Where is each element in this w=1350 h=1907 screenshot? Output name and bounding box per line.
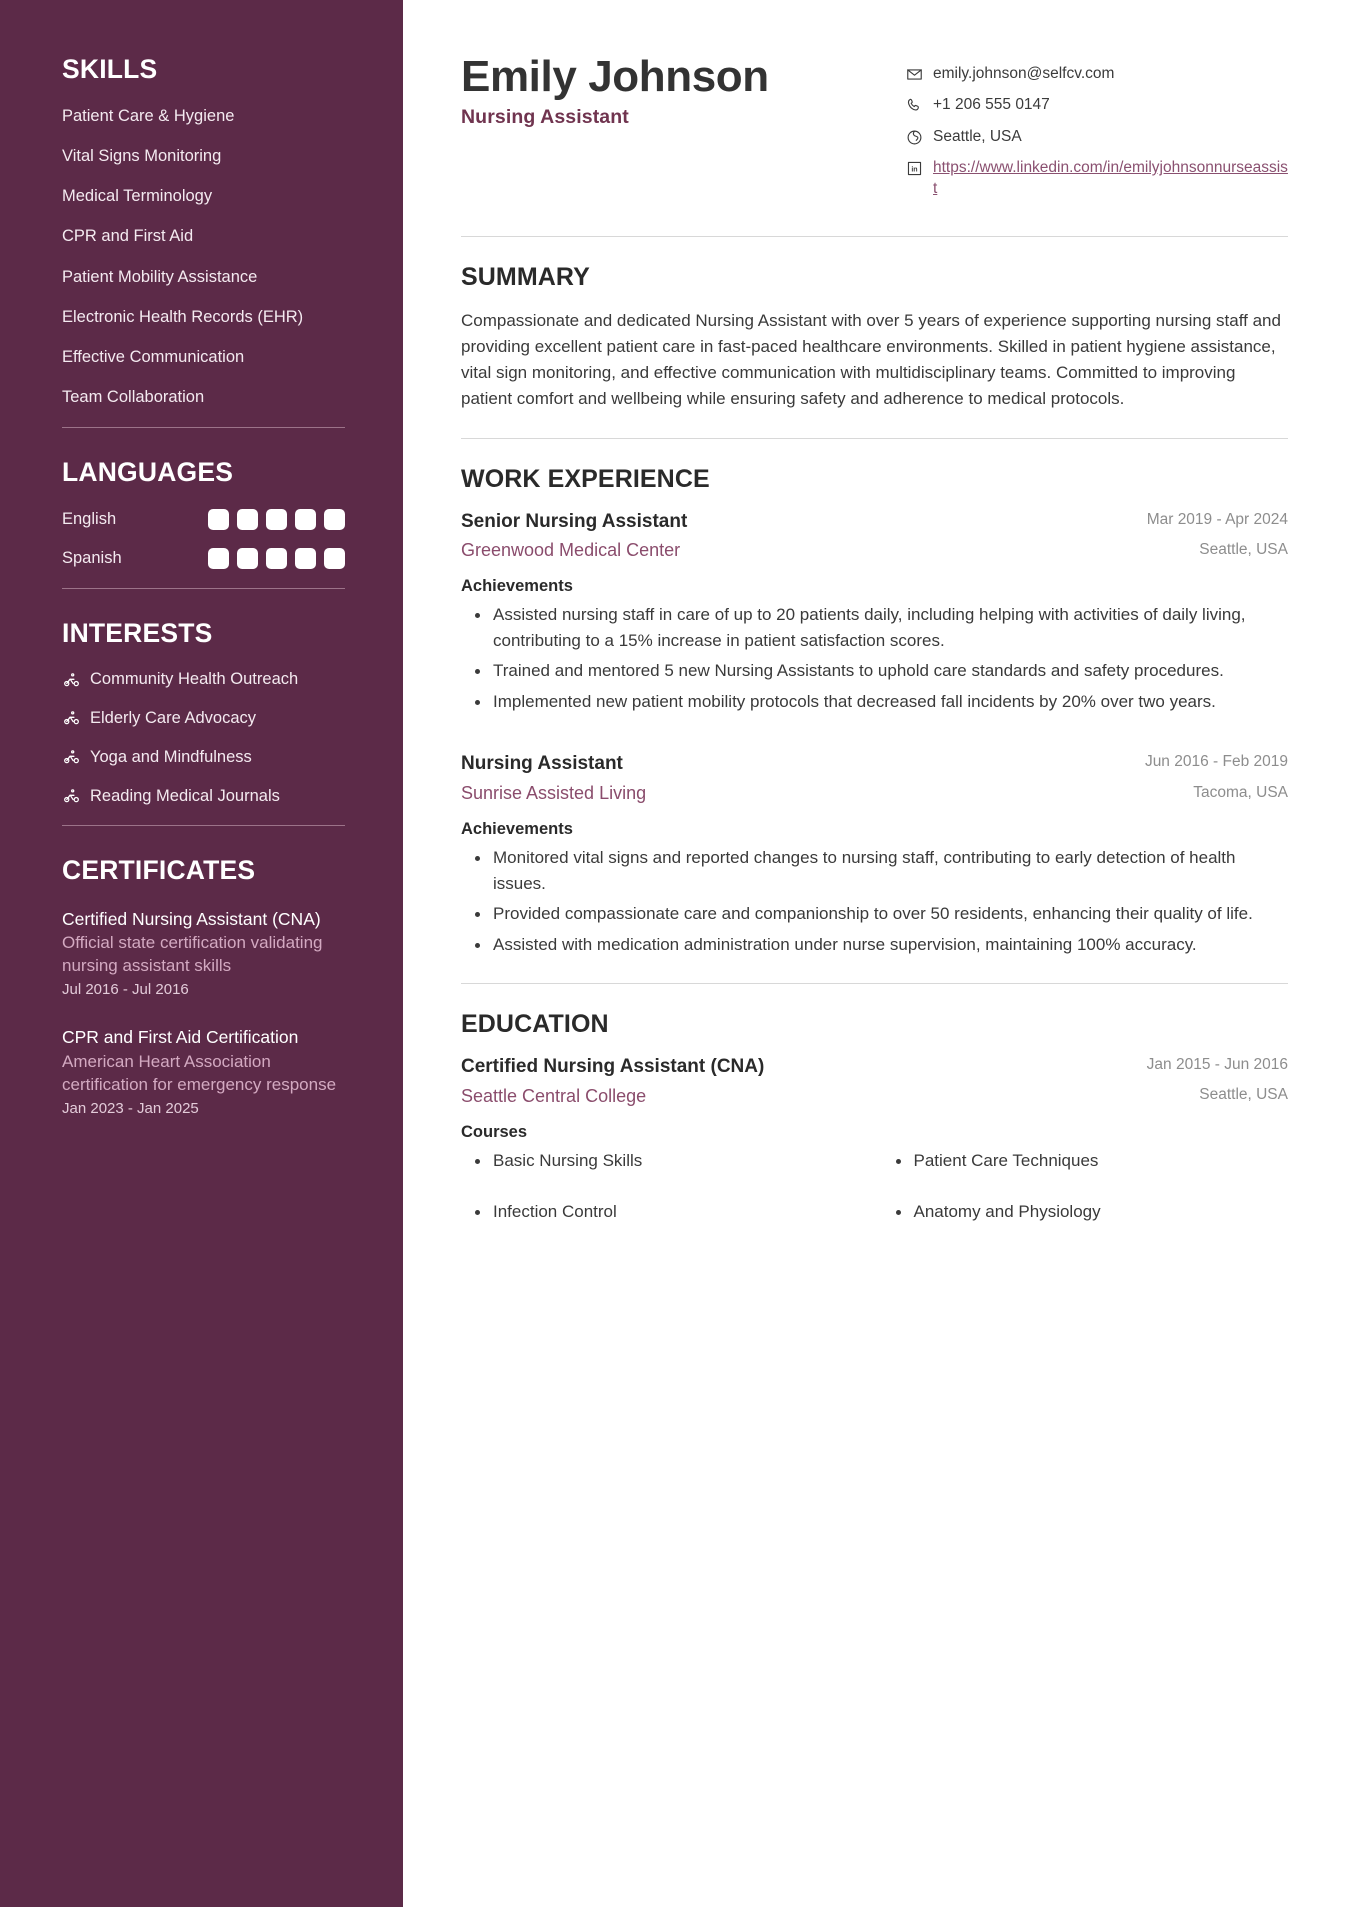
skill-item: Vital Signs Monitoring	[62, 147, 222, 166]
summary-title: SUMMARY	[461, 263, 590, 292]
skills-list	[62, 106, 345, 408]
employer-name: Greenwood Medical Center	[461, 540, 681, 561]
section-rule-summary	[461, 236, 1288, 237]
interest-label: Reading Medical Journals	[90, 786, 280, 805]
achievement-item: Assisted nursing staff in care of up to 20 patients daily, including helping with activities of daily living, contributing to a 15% increase in patient satisfaction scores.	[467, 602, 1288, 653]
interest-label: Yoga and Mindfulness	[90, 747, 252, 766]
employment-location: Seattle, USA	[1199, 540, 1288, 558]
sidebar-divider-3	[62, 825, 345, 826]
languages-list	[62, 509, 345, 569]
section-rule-work	[461, 438, 1288, 439]
entry-header	[461, 510, 1288, 564]
contact-link[interactable]: https://www.linkedin.com/in/emilyjohnsonnurseassist	[933, 159, 1288, 197]
language-name: Spanish	[62, 549, 122, 568]
certificate-date: Jan 2023 - Jan 2025	[62, 1099, 199, 1117]
entry-meta-block	[1147, 1055, 1288, 1107]
work-experience-title: WORK EXPERIENCE	[461, 464, 710, 493]
language-row	[62, 548, 345, 569]
interests-title: INTERESTS	[62, 618, 213, 649]
education-location: Seattle, USA	[1199, 1086, 1288, 1104]
language-level-dot	[237, 548, 258, 569]
main-content	[403, 0, 1350, 1907]
achievements-list	[461, 845, 1288, 957]
interest-item	[62, 787, 345, 807]
section-summary	[461, 263, 1288, 411]
sidebar-section-skills	[62, 55, 345, 408]
achievement-item: Assisted with medication administration under nurse supervision, maintaining 100% accuracy.	[467, 932, 1288, 958]
school-name: Seattle Central College	[461, 1085, 647, 1106]
envelope-icon	[906, 66, 923, 83]
achievement-item: Implemented new patient mobility protocols that decreased fall incidents by 20% over two years.	[467, 689, 1288, 715]
education-title: EDUCATION	[461, 1010, 609, 1039]
course-item: Basic Nursing Skills	[467, 1148, 868, 1174]
language-level-dot	[295, 509, 316, 530]
employment-dates: Jun 2016 - Feb 2019	[1144, 753, 1288, 771]
entry-title-block	[461, 1055, 1127, 1109]
courses-list	[461, 1148, 1288, 1251]
contact-item	[906, 95, 1288, 115]
certificate-name: CPR and First Aid Certification	[62, 1027, 299, 1048]
achievements-label: Achievements	[461, 577, 573, 596]
achievement-item: Monitored vital signs and reported changes to nursing staff, contributing to early detection of health issues.	[467, 845, 1288, 896]
employment-dates: Mar 2019 - Apr 2024	[1146, 510, 1288, 528]
skill-item: Patient Mobility Assistance	[62, 267, 258, 286]
contact-text: +1 206 555 0147	[933, 96, 1050, 114]
bicycle-icon	[62, 787, 81, 806]
job-role: Nursing Assistant	[461, 753, 623, 775]
certificates-list	[62, 908, 345, 1119]
contact-item[interactable]	[906, 158, 1288, 199]
entry-title-block	[461, 510, 1127, 564]
language-level-dot	[208, 509, 229, 530]
skill-item: Medical Terminology	[62, 187, 213, 206]
entry-header	[461, 1055, 1288, 1109]
globe-icon	[906, 129, 923, 146]
contact-item	[906, 127, 1288, 147]
svg-text:in: in	[911, 165, 918, 174]
sidebar-section-interests	[62, 619, 345, 806]
sidebar	[0, 0, 403, 1907]
certificate-description: American Heart Association certification for emergency response	[62, 1051, 337, 1094]
interest-item	[62, 709, 345, 729]
course-item: Infection Control	[467, 1199, 868, 1225]
resume-header	[461, 52, 1288, 210]
language-row	[62, 509, 345, 530]
sidebar-section-languages	[62, 458, 345, 569]
achievements-list	[461, 602, 1288, 714]
interest-label: Elderly Care Advocacy	[90, 709, 256, 728]
language-level-dot	[237, 509, 258, 530]
interest-label: Community Health Outreach	[90, 670, 299, 689]
language-level-dot	[324, 509, 345, 530]
certificates-title: CERTIFICATES	[62, 855, 256, 886]
certificate-date: Jul 2016 - Jul 2016	[62, 981, 189, 999]
skill-item: Electronic Health Records (EHR)	[62, 307, 304, 326]
languages-title: LANGUAGES	[62, 457, 234, 488]
interest-item	[62, 670, 345, 690]
contact-text: emily.johnson@selfcv.com	[933, 65, 1115, 82]
skills-title: SKILLS	[62, 54, 158, 84]
entry-spacer	[461, 722, 1288, 752]
sidebar-divider-1	[62, 427, 345, 428]
achievement-item: Provided compassionate care and companionship to over 50 residents, enhancing their quality of life.	[467, 901, 1288, 927]
achievements-label: Achievements	[461, 820, 573, 839]
language-level-meter	[208, 548, 345, 569]
language-level-meter	[208, 509, 345, 530]
section-rule-education	[461, 983, 1288, 984]
linkedin-icon	[906, 160, 923, 177]
section-education	[461, 1010, 1288, 1251]
interests-list	[62, 670, 345, 806]
degree-name: Certified Nursing Assistant (CNA)	[461, 1056, 765, 1078]
page-title: Emily Johnson	[461, 52, 769, 101]
interest-item	[62, 748, 345, 768]
skill-item: Patient Care & Hygiene	[62, 107, 235, 126]
certificate-description: Official state certification validating nursing assistant skills	[62, 933, 323, 976]
language-level-dot	[266, 548, 287, 569]
skill-item: Team Collaboration	[62, 387, 205, 406]
phone-icon	[906, 97, 923, 114]
entry-meta-block	[1147, 510, 1288, 562]
summary-text: Compassionate and dedicated Nursing Assistant with over 5 years of experience supporting nursing staff and providing excellent patient care in fast-paced healthcare environments. Skilled in patient hygiene assistance, vital sign monitoring, and effective communication with multidisciplinary teams. Committed to improving patient comfort and wellbeing while ensuring safety and adherence to medical protocols.	[461, 311, 1281, 408]
entry-title-block	[461, 752, 1125, 806]
contact-list	[906, 52, 1288, 210]
sidebar-section-certificates	[62, 856, 345, 1118]
language-level-dot	[324, 548, 345, 569]
bicycle-icon	[62, 748, 81, 767]
language-level-dot	[266, 509, 287, 530]
achievement-item: Trained and mentored 5 new Nursing Assistants to uphold care standards and safety procedures.	[467, 658, 1288, 684]
section-work-experience	[461, 465, 1288, 958]
education-dates: Jan 2015 - Jun 2016	[1146, 1056, 1288, 1074]
education-entry	[461, 1055, 1288, 1251]
contact-text: Seattle, USA	[933, 127, 1022, 145]
employer-name: Sunrise Assisted Living	[461, 783, 647, 804]
language-level-dot	[295, 548, 316, 569]
work-experience-list	[461, 510, 1288, 958]
entry-meta-block	[1145, 752, 1288, 804]
language-name: English	[62, 510, 117, 529]
course-item: Anatomy and Physiology	[888, 1199, 1289, 1225]
job-role: Senior Nursing Assistant	[461, 510, 688, 532]
employment-location: Tacoma, USA	[1193, 783, 1288, 801]
work-experience-entry	[461, 752, 1288, 957]
skill-item: Effective Communication	[62, 347, 245, 366]
education-list	[461, 1055, 1288, 1251]
identity-block	[461, 52, 769, 129]
contact-item	[906, 64, 1288, 84]
certificate-name: Certified Nursing Assistant (CNA)	[62, 908, 321, 929]
courses-label: Courses	[461, 1122, 528, 1141]
work-experience-entry	[461, 510, 1288, 715]
sidebar-divider-2	[62, 588, 345, 589]
language-level-dot	[208, 548, 229, 569]
bicycle-icon	[62, 709, 81, 728]
bicycle-icon	[62, 671, 81, 690]
course-item: Patient Care Techniques	[888, 1148, 1289, 1174]
skill-item: CPR and First Aid	[62, 227, 194, 246]
entry-header	[461, 752, 1288, 806]
certificate-item	[62, 1026, 345, 1119]
job-title: Nursing Assistant	[461, 106, 629, 129]
certificate-item	[62, 908, 345, 1001]
